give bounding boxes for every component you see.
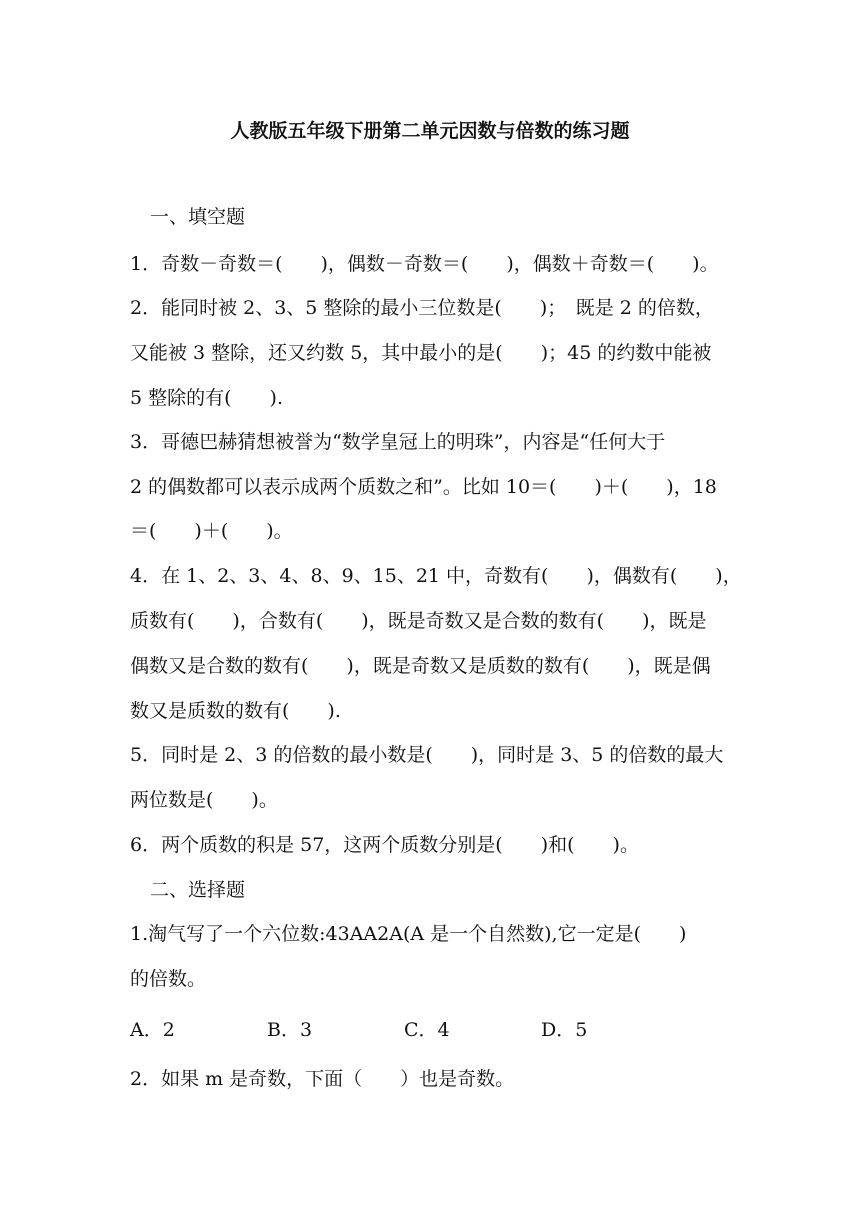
question-1: 1．奇数－奇数＝( )，偶数－奇数＝( )，偶数＋奇数＝( )。 <box>130 253 719 275</box>
question-4-line-1: 4．在 1、2、3、4、8、9、15、21 中，奇数有( )，偶数有( )， <box>130 565 742 587</box>
question-4-line-3: 偶数又是合数的数有( )，既是奇数又是质数的数有( )，既是偶 <box>130 655 711 677</box>
choice-2: 2．如果 m 是奇数，下面（ ）也是奇数。 <box>130 1068 515 1090</box>
section-heading-fill-blank: 一、填空题 <box>150 206 246 228</box>
question-6: 6．两个质数的积是 57，这两个质数分别是( )和( )。 <box>130 834 639 856</box>
option-a: A．2 <box>130 1019 175 1041</box>
question-4-line-4: 数又是质数的数有( ). <box>130 700 341 722</box>
question-2-line-3: 5 整除的有( ). <box>130 387 283 409</box>
option-b: B．3 <box>267 1019 313 1041</box>
page-title: 人教版五年级下册第二单元因数与倍数的练习题 <box>230 120 630 142</box>
question-2-line-2: 又能被 3 整除，还又约数 5，其中最小的是( )；45 的约数中能被 <box>130 342 712 364</box>
question-3-line-2: 2 的偶数都可以表示成两个质数之和”。比如 10＝( )＋( )，18 <box>130 476 717 498</box>
question-3-line-1: 3．哥德巴赫猜想被誉为“数学皇冠上的明珠”，内容是“任何大于 <box>130 431 666 453</box>
choice-1-line-2: 的倍数。 <box>130 968 207 990</box>
option-d: D．5 <box>541 1019 588 1041</box>
option-c: C．4 <box>404 1019 450 1041</box>
question-4-line-2: 质数有( )，合数有( )，既是奇数又是合数的数有( )，既是 <box>130 610 707 632</box>
question-5-line-1: 5．同时是 2、3 的倍数的最小数是( )，同时是 3、5 的倍数的最大 <box>130 744 724 766</box>
choice-1-options <box>130 1016 740 1044</box>
question-2-line-1: 2．能同时被 2、3、5 整除的最小三位数是( )； 既是 2 的倍数， <box>130 297 714 319</box>
question-5-line-2: 两位数是( )。 <box>130 789 278 811</box>
question-3-line-3: ＝( )＋( )。 <box>130 520 293 542</box>
section-heading-choice: 二、选择题 <box>150 879 246 901</box>
choice-1-line-1: 1.淘气写了一个六位数:43AA2A(A 是一个自然数),它一定是( ) <box>130 923 687 945</box>
